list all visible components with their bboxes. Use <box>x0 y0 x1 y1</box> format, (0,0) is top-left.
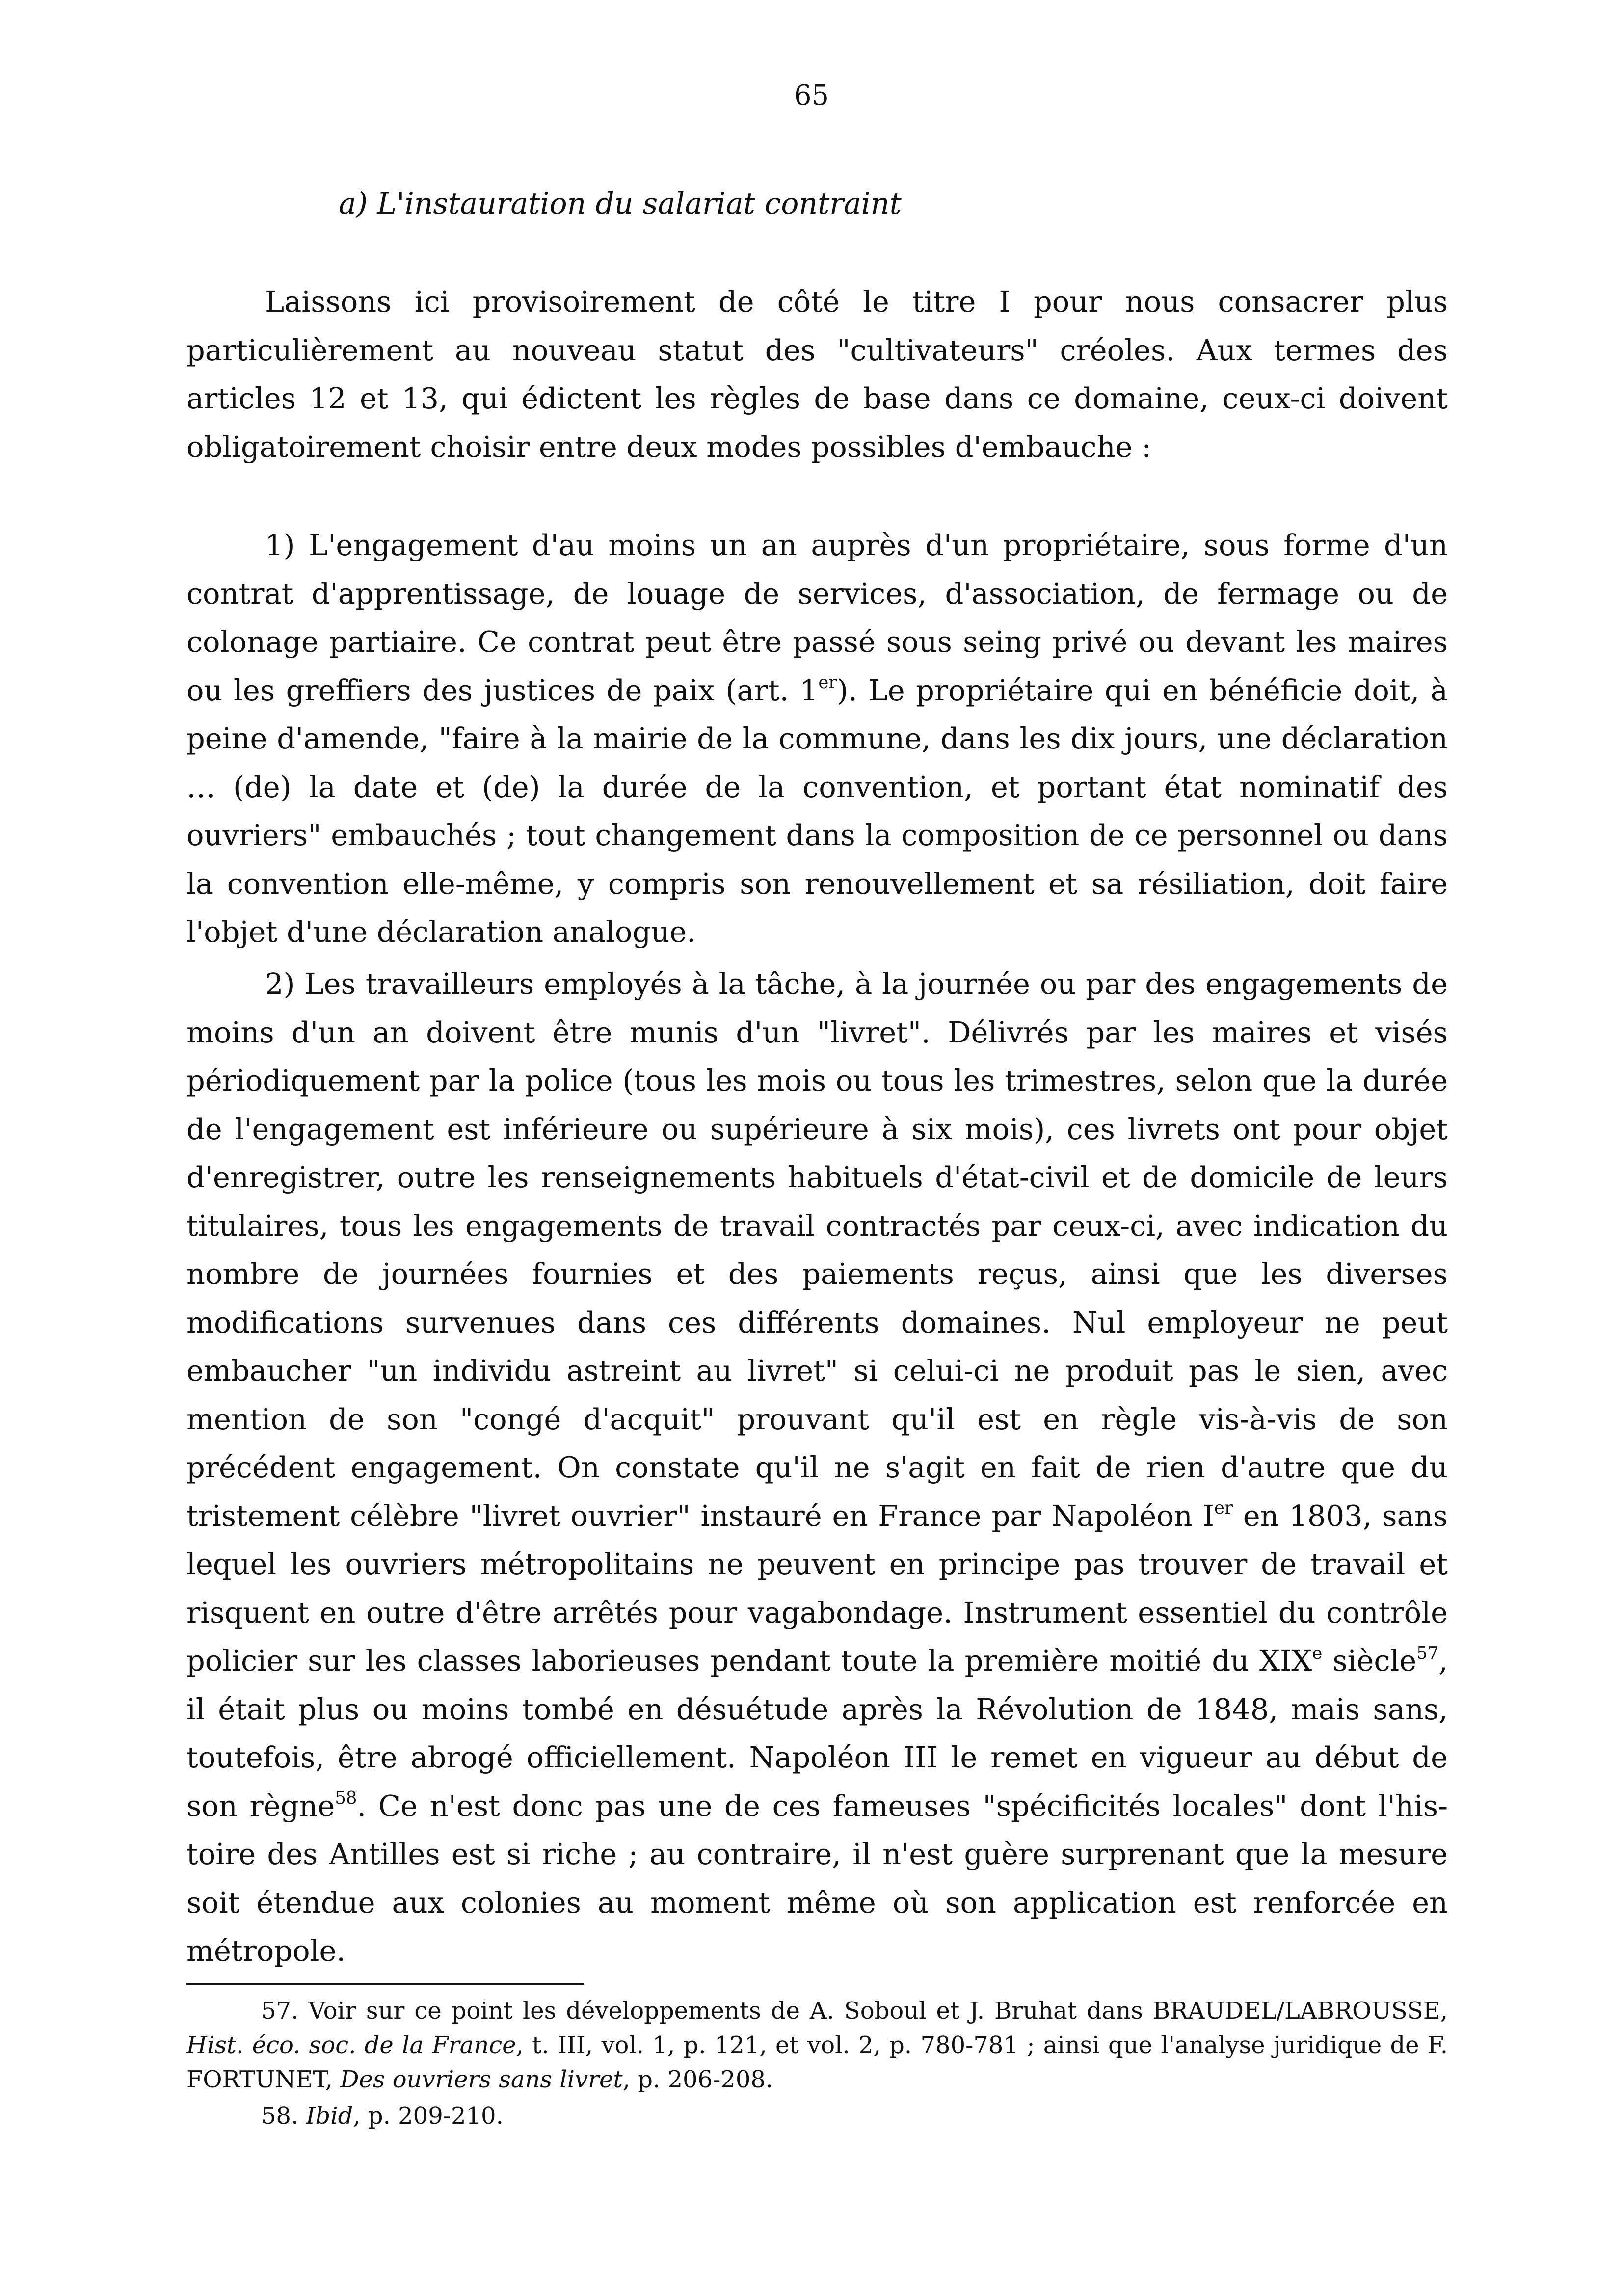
section-heading: a) L'instauration du salariat contraint <box>339 187 902 221</box>
page-number: 65 <box>794 80 829 111</box>
paragraph-text: 1) L'engagement d'au moins un an auprès d'un propriétaire, sous forme d'un contrat d'apprentissage, de louage de services, d'association, de fermage ou de colonage partiaire. Ce contrat peut être passé sous seing privé ou devant les maires ou les greffiers des justices de paix (art. 1 <box>186 528 1448 707</box>
footnote-57 <box>186 1994 1448 2097</box>
paragraph-text: Laissons ici provisoirement de côté le titre I pour nous consacrer plus particulièrement au nouveau statut des "cultivateurs" créoles. Aux termes des articles 12 et 13, qui édictent les règles de base dans ce domaine, ceux-ci doivent obligatoirement choisir entre deux modes possibles d'embauche : <box>186 285 1448 464</box>
paragraph-intro <box>186 278 1448 471</box>
footnote-text: 58. <box>261 2102 306 2130</box>
footnote-58 <box>186 2099 1448 2133</box>
paragraph-text: , il était plus ou moins tombé en désuétude après la Révolution de 1848, mais sans, toutefois, être abrogé officiellement. Napoléon III le remet en vigueur au début de son règne <box>186 1644 1448 1823</box>
footnote-text: , t. III, vol. 1, p. 121, et vol. 2, p. 780-781 ; ainsi que l'analyse juridique de F. FORTUNET, <box>186 2031 1448 2093</box>
footnote-text: , p. 209-210. <box>353 2102 504 2130</box>
paragraph-text: . Ce n'est donc pas une de ces fameuses "spécificités locales" dont l'histoire des Antilles est si riche ; au contraire, il n'est guère surprenant que la mesure soit étendue aux colonies au moment même où son application est renforcée en métropole. <box>186 1789 1448 1968</box>
paragraph-livret <box>186 960 1448 1976</box>
footnote-citation-title: Ibid <box>306 2102 353 2130</box>
footnote-ref-58[interactable]: 58 <box>335 1788 357 1809</box>
footnote-citation-title: Des ouvriers sans livret <box>340 2066 623 2093</box>
paragraph-text: siècle <box>1322 1644 1417 1678</box>
footnote-citation-title: Hist. éco. soc. de la France <box>186 2031 516 2059</box>
superscript: e <box>1312 1643 1323 1663</box>
footnote-text: , p. 206-208. <box>622 2066 773 2093</box>
superscript: er <box>818 672 837 693</box>
paragraph-text: 2) Les travailleurs employés à la tâche, à la journée ou par des engagements de moins d'un an doivent être munis d'un "livret". Délivrés par les maires et visés périodiquement par la police (tous les mois ou tous les trimestres, selon que la durée de l'engagement est inférieure ou supérieure à six mois), ces livrets ont pour objet d'enregistrer, outre les renseignements habituels d'état-civil et de domicile de leurs titulaires, tous les engagements de travail contractés par ceux-ci, avec indication du nombre de journées fournies et des paiements reçus, ainsi que les diverses modifications survenues dans ces différents domaines. Nul employeur ne peut embaucher "un individu astreint au livret" si celui-ci ne produit pas le sien, avec mention de son "congé d'acquit" prouvant qu'il est en règle vis-à-vis de son précédent engagement. On constate qu'il ne s'agit en fait de rien d'autre que du tristement célèbre "livret ouvrier" instauré en France par Napoléon I <box>186 967 1448 1533</box>
paragraph-text: ). Le propriétaire qui en bénéficie doit, à peine d'amende, "faire à la mairie de la commune, dans les dix jours, une déclaration … (de) la date et (de) la durée de la convention, et portant état nominatif des ouvriers" embauchés ; tout changement dans la composition de ce personnel ou dans la convention elle-même, y compris son renouvellement et sa résiliation, doit faire l'objet d'une déclaration analogue. <box>186 673 1448 949</box>
footnote-text: 57. Voir sur ce point les développements de A. Soboul et J. Bruhat dans BRAUDEL/LABROUSSE, <box>261 1997 1448 2025</box>
paragraph-text: en 1803, sans lequel les ouvriers métropolitains ne peuvent en principe pas trouver de travail et risquent en outre d'être arrêtés pour vagabondage. Instrument essentiel du contrôle policier sur les classes laborieuses pendant toute la première moitié du XIX <box>186 1498 1448 1678</box>
footnote-divider <box>186 1983 584 1985</box>
superscript: er <box>1214 1498 1233 1519</box>
footnote-ref-57[interactable]: 57 <box>1416 1643 1439 1663</box>
paragraph-engagement <box>186 521 1448 957</box>
